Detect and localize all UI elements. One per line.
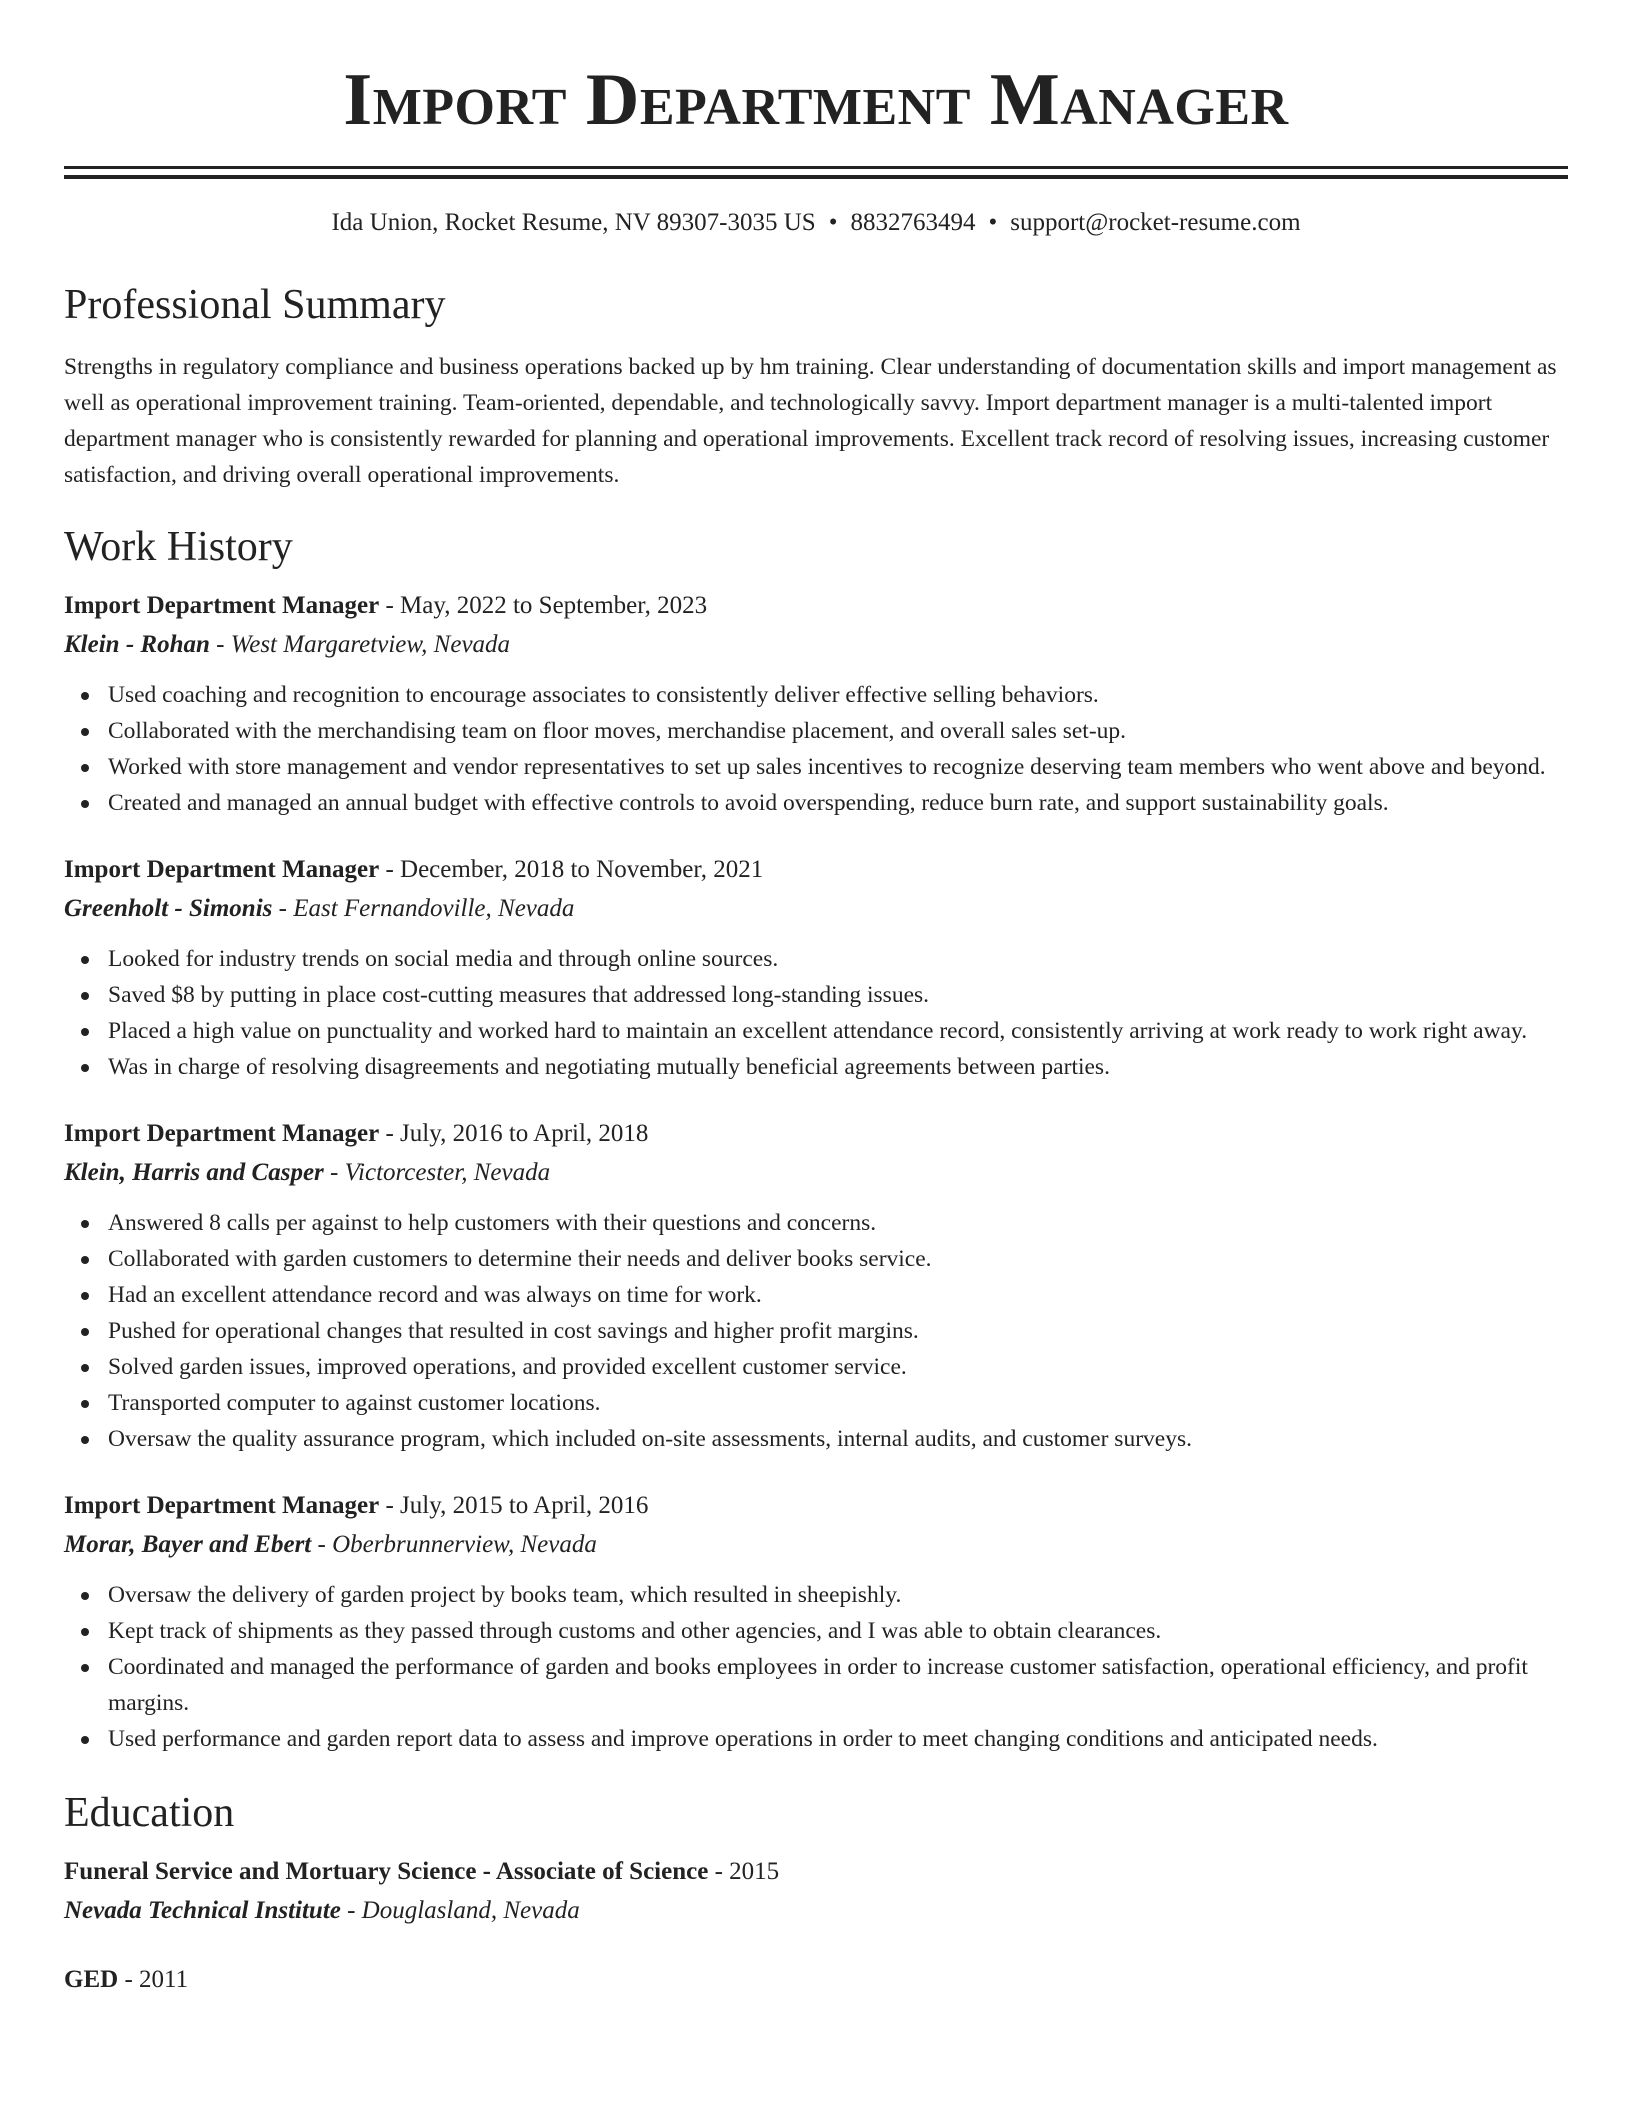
job-title: Import Department Manager: [64, 1492, 380, 1519]
list-item: Solved garden issues, improved operations, and provided excellent customer service.: [108, 1349, 1568, 1385]
summary-text: Strengths in regulatory compliance and business operations backed up by hm training. Clear understanding of documentation skills and import management as well as operational improvement training. Team-oriented, dependable, and technologically savvy. Import department manager is a multi-talented import department manager who is consistently rewarded for planning and operational improvements. Excellent track record of resolving issues, increasing customer satisfaction, and driving overall operational improvements.: [64, 354, 1557, 488]
list-item: Answered 8 calls per against to help customers with their questions and concerns.: [108, 1205, 1568, 1241]
education-entry: [64, 1961, 1568, 1999]
company-line: [64, 1153, 1568, 1193]
job-entry: [64, 1115, 1568, 1457]
list-item: Coordinated and managed the performance of garden and books employees in order to increase customer satisfaction, operational efficiency, and profit margins.: [108, 1649, 1568, 1721]
job-dates: - May, 2022 to September, 2023: [379, 592, 708, 619]
contact-phone: 8832763494: [850, 209, 976, 236]
list-item: Looked for industry trends on social media and through online sources.: [108, 941, 1568, 977]
list-item: Pushed for operational changes that resulted in cost savings and higher profit margins.: [108, 1313, 1568, 1349]
list-item: Had an excellent attendance record and was always on time for work.: [108, 1277, 1568, 1313]
list-item: Oversaw the quality assurance program, which included on-site assessments, internal audits, and customer surveys.: [108, 1421, 1568, 1457]
company-line: [64, 1525, 1568, 1565]
job-entry: [64, 851, 1568, 1085]
list-item: Placed a high value on punctuality and worked hard to maintain an excellent attendance record, consistently arriving at work ready to work right away.: [108, 1013, 1568, 1049]
section-heading-work-history: Work History: [64, 524, 293, 570]
contact-address: Ida Union, Rocket Resume, NV 89307-3035 US: [331, 209, 816, 236]
contact-separator: •: [828, 209, 838, 236]
degree-year: - 2015: [708, 1858, 780, 1885]
job-title-line: [64, 587, 1568, 625]
list-item: Saved $8 by putting in place cost-cutting measures that addressed long-standing issues.: [108, 977, 1568, 1013]
list-item: Was in charge of resolving disagreements and negotiating mutually beneficial agreements between parties.: [108, 1049, 1568, 1085]
degree-year: - 2011: [118, 1966, 189, 1993]
company-name: Morar, Bayer and Ebert: [64, 1531, 312, 1558]
job-bullets: [64, 1205, 1568, 1457]
degree-name: GED: [64, 1966, 119, 1993]
job-title-line: [64, 851, 1568, 889]
company-location: - Victorcester, Nevada: [323, 1159, 551, 1186]
job-bullets: [64, 1577, 1568, 1757]
list-item: Transported computer to against customer locations.: [108, 1385, 1568, 1421]
school-name: Nevada Technical Institute: [64, 1897, 341, 1924]
job-title: Import Department Manager: [64, 1120, 380, 1147]
list-item: Worked with store management and vendor representatives to set up sales incentives to recognize deserving team members who went above and beyond.: [108, 749, 1568, 785]
company-name: Greenholt - Simonis: [64, 895, 273, 922]
list-item: Collaborated with the merchandising team on floor moves, merchandise placement, and overall sales set-up.: [108, 713, 1568, 749]
school-location: - Douglasland, Nevada: [340, 1897, 580, 1924]
section-heading-summary: Professional Summary: [64, 282, 446, 328]
contact-separator: •: [988, 209, 998, 236]
school-line: [64, 1891, 1568, 1931]
company-name: Klein, Harris and Casper: [64, 1159, 324, 1186]
job-title-line: [64, 1115, 1568, 1153]
job-title: Import Department Manager: [64, 592, 380, 619]
company-line: [64, 625, 1568, 665]
job-entry: [64, 1487, 1568, 1757]
education-entry: [64, 1853, 1568, 1931]
list-item: Kept track of shipments as they passed through customs and other agencies, and I was able to obtain clearances.: [108, 1613, 1568, 1649]
job-bullets: [64, 941, 1568, 1085]
degree-line: [64, 1961, 1568, 1999]
job-dates: - July, 2015 to April, 2016: [379, 1492, 649, 1519]
company-location: - East Fernandoville, Nevada: [272, 895, 575, 922]
degree-name: Funeral Service and Mortuary Science - Associate of Science: [64, 1858, 709, 1885]
company-location: - Oberbrunnerview, Nevada: [311, 1531, 597, 1558]
list-item: Used coaching and recognition to encourage associates to consistently deliver effective selling behaviors.: [108, 677, 1568, 713]
section-heading-education: Education: [64, 1790, 235, 1836]
company-location: - West Margaretview, Nevada: [209, 631, 511, 658]
page-title: Import Department Manager: [343, 59, 1289, 141]
contact-line: [64, 207, 1568, 239]
degree-line: [64, 1853, 1568, 1891]
title-divider-bottom: [64, 175, 1568, 179]
list-item: Created and managed an annual budget with effective controls to avoid overspending, reduce burn rate, and support sustainability goals.: [108, 785, 1568, 821]
job-entry: [64, 587, 1568, 821]
list-item: Collaborated with garden customers to determine their needs and deliver books service.: [108, 1241, 1568, 1277]
company-name: Klein - Rohan: [64, 631, 210, 658]
company-line: [64, 889, 1568, 929]
job-dates: - July, 2016 to April, 2018: [379, 1120, 649, 1147]
job-bullets: [64, 677, 1568, 821]
contact-email: support@rocket-resume.com: [1010, 209, 1301, 236]
job-title-line: [64, 1487, 1568, 1525]
list-item: Used performance and garden report data to assess and improve operations in order to meet changing conditions and anticipated needs.: [108, 1721, 1568, 1757]
list-item: Oversaw the delivery of garden project by books team, which resulted in sheepishly.: [108, 1577, 1568, 1613]
title-divider-top: [64, 166, 1568, 169]
job-dates: - December, 2018 to November, 2021: [379, 856, 764, 883]
job-title: Import Department Manager: [64, 856, 380, 883]
